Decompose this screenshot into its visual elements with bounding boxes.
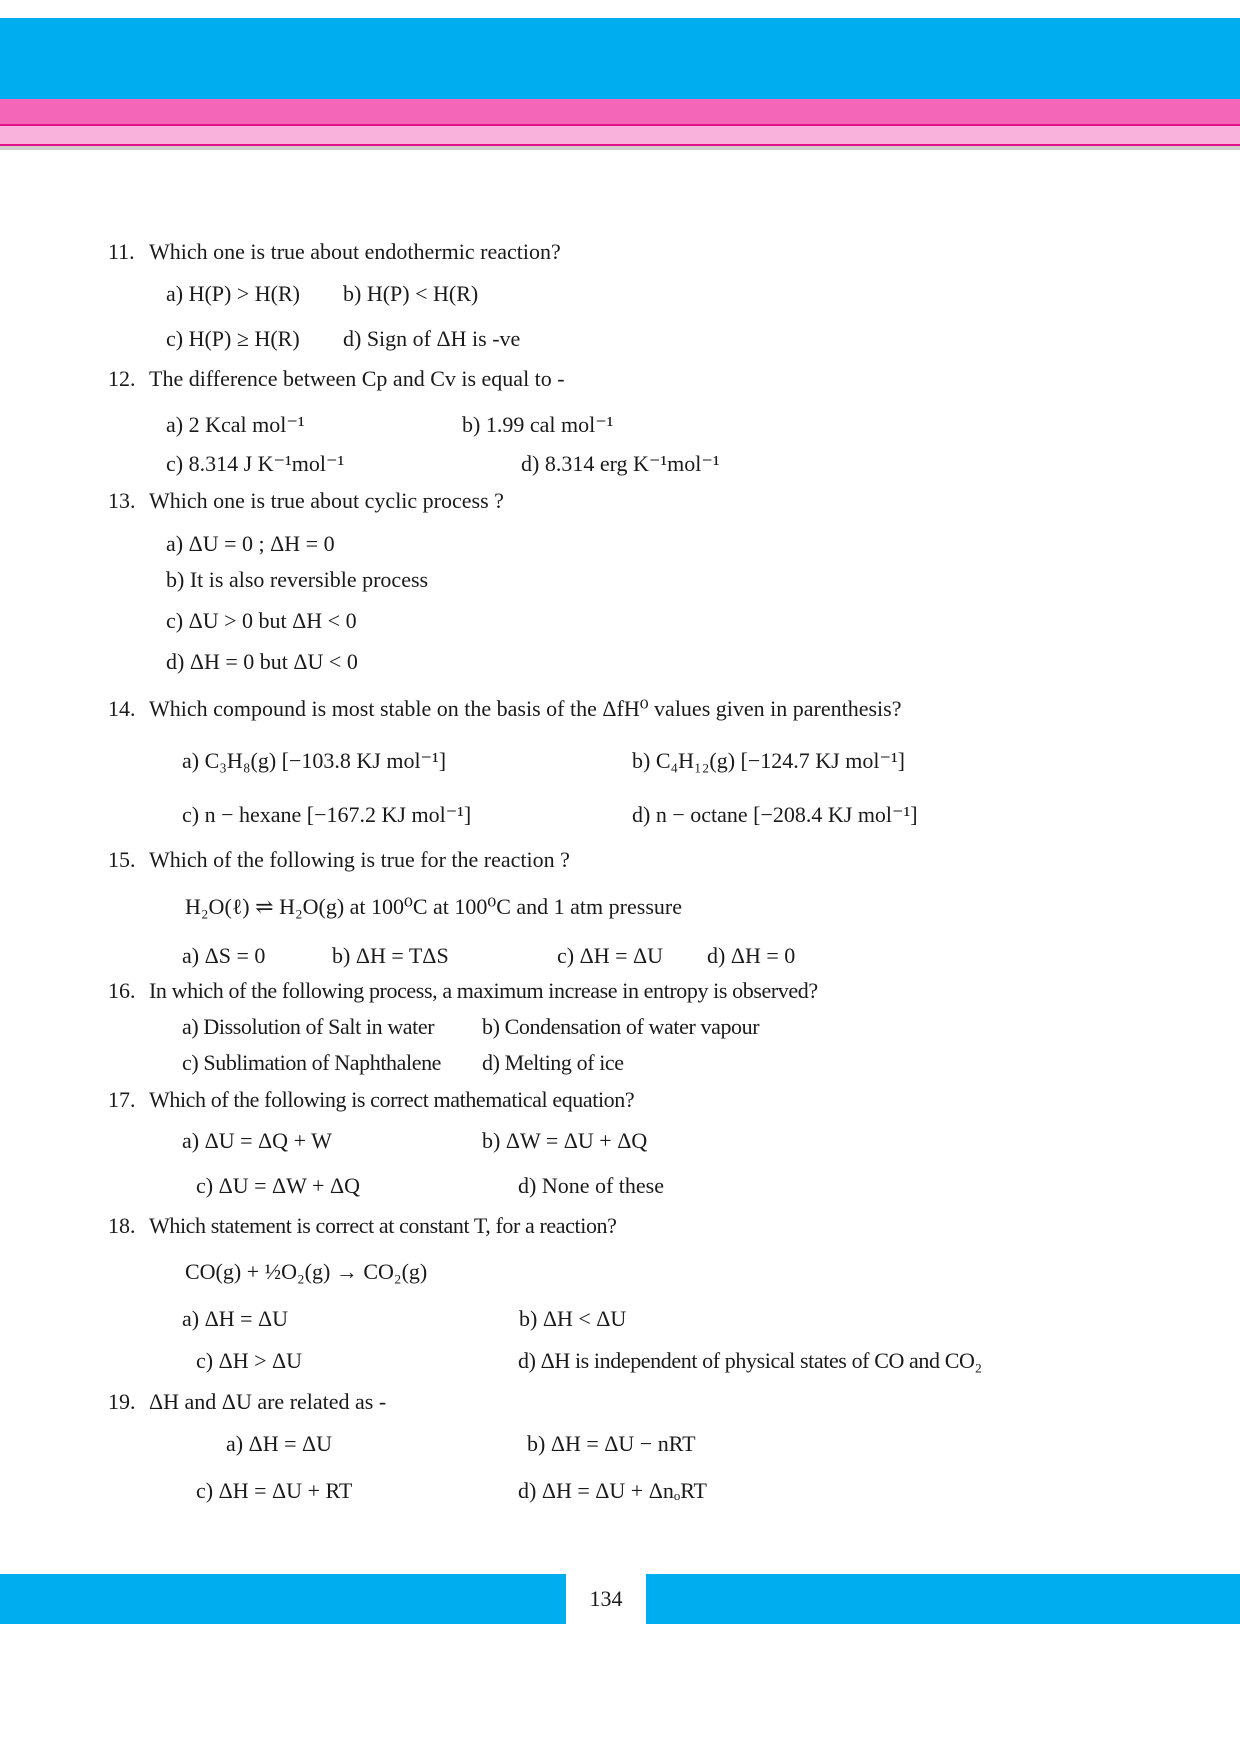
option-d: d) 8.314 erg K⁻¹mol⁻¹ xyxy=(521,451,720,476)
reaction-equation: CO(g) + ½O₂(g) → CO₂(g) xyxy=(185,1259,428,1284)
question-number: 16. xyxy=(108,978,136,1003)
question-number: 14. xyxy=(108,696,136,721)
option-a: a) ΔU = ΔQ + W xyxy=(182,1128,332,1153)
option-a: a) ΔU = 0 ; ΔH = 0 xyxy=(166,531,335,556)
option-b: b) 1.99 cal mol⁻¹ xyxy=(462,412,614,437)
option-d: d) None of these xyxy=(518,1173,665,1198)
option-d: d) ΔH = ΔU + ΔnₒRT xyxy=(518,1478,707,1503)
option-c: c) ΔH = ΔU + RT xyxy=(196,1478,353,1503)
option-c: c) ΔH > ΔU xyxy=(196,1348,303,1373)
option-a: a) H(P) > H(R) xyxy=(166,281,300,306)
option-d: d) n − octane [−208.4 KJ mol⁻¹] xyxy=(632,802,918,827)
option-b: b) H(P) < H(R) xyxy=(343,281,479,306)
option-b: b) ΔW = ΔU + ΔQ xyxy=(482,1128,648,1153)
option-a: a) 2 Kcal mol⁻¹ xyxy=(166,412,305,437)
question-number: 12. xyxy=(108,366,136,391)
header-shadow xyxy=(0,146,1240,150)
question-number: 17. xyxy=(108,1087,136,1112)
option-a: a) ΔH = ΔU xyxy=(182,1306,289,1331)
footer-blue-band-right xyxy=(646,1574,1240,1624)
option-d: d) ΔH is independent of physical states of CO and CO₂ xyxy=(518,1348,982,1373)
question-text: Which of the following is true for the reaction ? xyxy=(149,847,570,872)
option-c: c) n − hexane [−167.2 KJ mol⁻¹] xyxy=(182,802,472,827)
question-number: 15. xyxy=(108,847,136,872)
question-text: ΔH and ΔU are related as - xyxy=(149,1389,387,1414)
option-d: d) Sign of ΔH is -ve xyxy=(343,326,521,351)
question-text: In which of the following process, a maximum increase in entropy is observed? xyxy=(149,978,818,1003)
option-b: b) ΔH < ΔU xyxy=(519,1306,627,1331)
option-d: d) ΔH = 0 xyxy=(707,943,796,968)
option-a: a) Dissolution of Salt in water xyxy=(182,1014,435,1039)
option-d: d) ΔH = 0 but ΔU < 0 xyxy=(166,649,358,674)
question-number: 13. xyxy=(108,488,136,513)
question-text: Which one is true about endothermic reaction? xyxy=(149,239,561,264)
question-text: Which compound is most stable on the basis of the ΔfH⁰ values given in parenthesis? xyxy=(149,696,902,721)
option-b: b) C₄H₁₂(g) [−124.7 KJ mol⁻¹] xyxy=(632,748,905,773)
option-a: a) C₃H₈(g) [−103.8 KJ mol⁻¹] xyxy=(182,748,447,773)
question-text: Which statement is correct at constant T, for a reaction? xyxy=(149,1213,617,1238)
question-text: Which of the following is correct mathematical equation? xyxy=(149,1087,635,1112)
option-c: c) ΔU > 0 but ΔH < 0 xyxy=(166,608,357,633)
option-b: b) ΔH = ΔU − nRT xyxy=(527,1431,696,1456)
option-b: b) Condensation of water vapour xyxy=(482,1014,760,1039)
option-b: b) It is also reversible process xyxy=(166,567,429,592)
option-c: c) H(P) ≥ H(R) xyxy=(166,326,300,351)
reaction-equation: H₂O(ℓ) ⇌ H₂O(g) at 100⁰C at 100⁰C and 1 atm pressure xyxy=(185,894,682,919)
option-a: a) ΔH = ΔU xyxy=(226,1431,333,1456)
page-number: 134 xyxy=(589,1586,623,1611)
footer-blue-band-left xyxy=(0,1574,566,1624)
option-b: b) ΔH = TΔS xyxy=(332,943,449,968)
question-number: 11. xyxy=(108,239,135,264)
header-light-pink-band xyxy=(0,126,1240,144)
question-number: 18. xyxy=(108,1213,136,1238)
question-text: The difference between Cp and Cv is equal to - xyxy=(149,366,565,391)
option-c: c) ΔH = ΔU xyxy=(557,943,664,968)
option-a: a) ΔS = 0 xyxy=(182,943,266,968)
header-pink-band xyxy=(0,99,1240,124)
option-c: c) 8.314 J K⁻¹mol⁻¹ xyxy=(166,451,345,476)
question-text: Which one is true about cyclic process ? xyxy=(149,488,504,513)
question-number: 19. xyxy=(108,1389,136,1414)
option-c: c) Sublimation of Naphthalene xyxy=(182,1050,442,1075)
option-d: d) Melting of ice xyxy=(482,1050,624,1075)
option-c: c) ΔU = ΔW + ΔQ xyxy=(196,1173,360,1198)
header-blue-band xyxy=(0,18,1240,99)
